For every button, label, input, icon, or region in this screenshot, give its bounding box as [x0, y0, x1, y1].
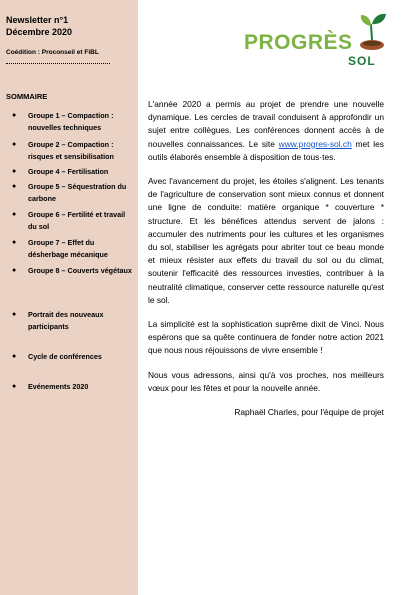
toc-item-label: Portrait des nouveaux participants — [28, 310, 104, 331]
bullet-icon: ● — [12, 112, 17, 119]
toc-item-label: Groupe 4 – Fertilisation — [28, 167, 109, 176]
bullet-icon: ● — [12, 141, 17, 148]
bullet-icon: ● — [12, 267, 17, 274]
toc-item[interactable] — [12, 181, 132, 205]
editorial-text — [148, 98, 384, 430]
toc-item-label: Cycle de conférences — [28, 352, 102, 361]
toc-item-label: Groupe 2 – Compaction : risques et sensibilisation — [28, 140, 114, 161]
toc-item[interactable] — [12, 139, 132, 163]
toc-item[interactable] — [12, 309, 132, 333]
toc-item-label: Evénements 2020 — [28, 382, 89, 391]
bullet-icon: ● — [12, 311, 17, 318]
sprout-icon — [356, 12, 388, 52]
toc-item-label: Groupe 7 – Effet du désherbage mécanique — [28, 238, 108, 259]
website-link[interactable]: www.progres-sol.ch — [278, 138, 352, 149]
progres-sol-logo — [244, 12, 394, 68]
paragraph: La simplicité est la sophistication suprême dixit de Vinci. Nous espérons que sa quête continuera de fonder notre action 2021 que nous nous réjouissons de vivre ensemble ! — [148, 319, 384, 356]
paragraph: Nous vous adressons, ainsi qu'à vos proches, nos meilleurs vœux pour les fêtes et pour la nouvelle année. — [148, 369, 384, 393]
toc-item[interactable] — [12, 381, 132, 393]
divider — [6, 63, 110, 64]
bullet-icon: ● — [12, 168, 17, 175]
toc-item-label: Groupe 6 – Fertilité et travail du sol — [28, 210, 126, 231]
newsletter-date: Décembre 2020 — [6, 27, 73, 37]
signature: Raphaël Charles, pour l'équipe de projet — [234, 407, 384, 418]
logo-text-sol: SOL — [348, 54, 376, 68]
newsletter-header — [6, 14, 72, 38]
toc-item[interactable] — [12, 237, 132, 261]
bullet-icon: ● — [12, 353, 17, 360]
toc-item[interactable] — [12, 209, 132, 233]
paragraph: Avec l'avancement du projet, les étoiles s'alignent. Les tenants de l'agriculture de conservation sont mieux connus et donnent une ligne de conduite: matière organique * couverture * structure. Et les bénéfices attendus servent de jalons : accumuler des nutriments pour les cultures et les organismes du sol, stabiliser les agrégats pour abriter tout ce beau monde et mieux résister aux effets du travail du sol ou du climat, soutenir l'efficacité des ressources investies, contribuer à la neutralité climatique, conserver cette ressource naturelle qu'est le sol. — [148, 176, 384, 305]
toc-item[interactable] — [12, 166, 132, 178]
toc-item[interactable] — [12, 110, 132, 134]
bullet-icon: ● — [12, 383, 17, 390]
toc-item[interactable] — [12, 265, 132, 277]
toc-item-label: Groupe 5 – Séquestration du carbone — [28, 182, 127, 203]
bullet-icon: ● — [12, 211, 17, 218]
toc-item-label: Groupe 8 – Couverts végétaux — [28, 266, 132, 275]
toc-item-label: Groupe 1 – Compaction : nouvelles techniques — [28, 111, 114, 132]
newsletter-number: Newsletter n°1 — [6, 15, 69, 25]
coedition-line: Coédition : Proconseil et FiBL — [6, 49, 99, 56]
bullet-icon: ● — [12, 239, 17, 246]
paragraph: L'année 2020 a permis au projet de prendre une nouvelle dynamique. Les cercles de travail conduisent à approfondir un sujet entre collègues. Les conférences donnent accès à de nouvelles connaissances. Le site www.progres-sol.ch met les outils élaborés ensemble à disposition de tous·tes. — [148, 99, 384, 162]
bullet-icon: ● — [12, 183, 17, 190]
logo-text-progres: PROGRÈS — [244, 31, 353, 54]
sidebar — [0, 0, 138, 595]
toc-item[interactable] — [12, 351, 132, 363]
toc-heading: SOMMAIRE — [6, 92, 48, 101]
